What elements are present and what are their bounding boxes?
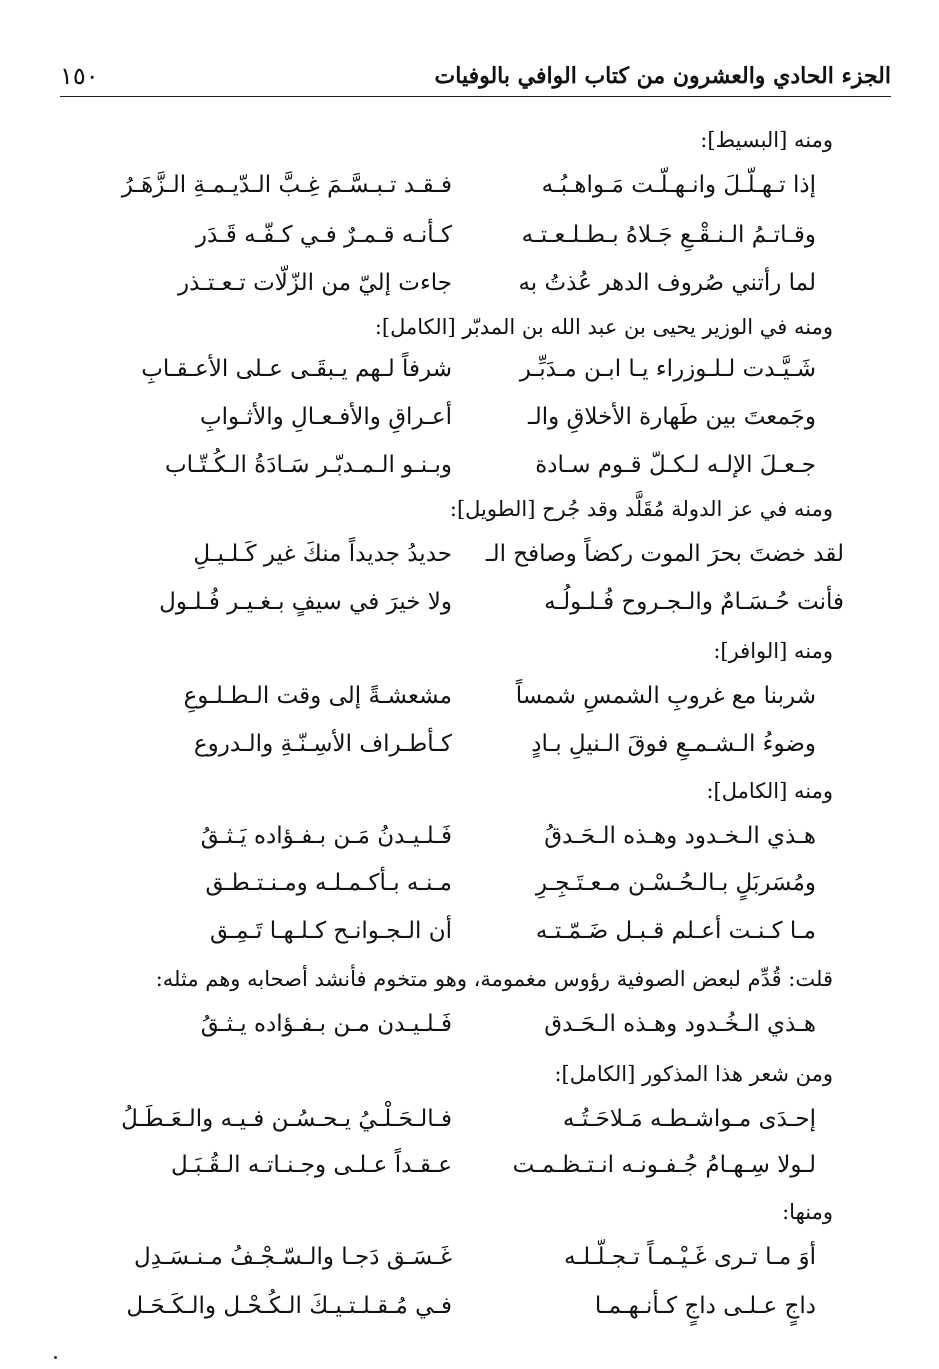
verse-first-hemistich: إحـدَى مـواشـطـه مَـلاحَـتُـه [562, 1106, 816, 1132]
verse-second-hemistich: حديدُ جديداً منكَ غير كَـلـيـلِ [193, 541, 452, 567]
verse-second-hemistich: فـقـد تـبـسَّـمَ غِـبَّ الـدّيـمـةِ الـزَّهَـرُ [121, 172, 452, 198]
verse-first-hemistich: إذا تـهـلّـلَ وانـهـلّـت مَـواهـبُـه [541, 172, 816, 198]
poem-verse [0, 222, 939, 266]
verse-first-hemistich: هـذي الـخـدود وهـذه الـحَـدقُ [544, 823, 816, 849]
poem-verse [0, 731, 939, 775]
verse-first-hemistich: أوَ مـا تـرى غَـيْـمـاً تـجـلّـلـه [564, 1244, 816, 1270]
verse-second-hemistich: أعـراقِ والأفـعـالِ والأثـوابِ [200, 404, 452, 430]
section-intro: ومنها: [782, 1200, 833, 1224]
verse-second-hemistich: كـأنـه قـمـرٌ فـي كـفّـه قَـدَر [195, 222, 452, 248]
verse-first-hemistich: فأنت حُـسَـامٌ والـجـروح فُـلـولُـه [544, 589, 844, 615]
verse-first-hemistich: لما رأتني صُروف الدهر عُذتُ به [518, 270, 816, 296]
verse-second-hemistich: كـأطـراف الأسِـنّـةِ والـدروع [193, 731, 452, 757]
poem-verse [0, 589, 939, 633]
verse-first-hemistich: مـا كـنـت أعـلم قـبـل ضَـمّـتـه [535, 918, 816, 944]
poem-verse [0, 1152, 939, 1196]
poem-verse [0, 356, 939, 400]
verse-second-hemistich: جاءت إليّ من الزّلّات تـعـتـذر [177, 270, 452, 296]
section-intro: ومنه في الوزير يحيى بن عبد الله بن المدبّر [الكامل]: [374, 315, 833, 339]
running-title: الجزء الحادي والعشرون من كتاب الوافي بالوفيات [434, 63, 891, 89]
poem-verse [0, 404, 939, 448]
section-intro: ومنه [الوافر]: [713, 639, 833, 663]
verse-second-hemistich: فـي مُـقـلـتـيـكَ الـكُـحْـل والـكَـحَـل [126, 1293, 452, 1319]
poem-verse [0, 172, 939, 216]
section-intro: ومنه [البسيط]: [700, 128, 833, 152]
section-intro: ومن شعر هذا المذكور [الكامل]: [554, 1062, 833, 1086]
section-intro: ومنه [الكامل]: [706, 779, 833, 803]
poem-verse [0, 823, 939, 867]
verse-first-hemistich: جـعـلَ الإلـه لـكـلّ قـوم سـادة [535, 452, 816, 478]
verse-second-hemistich: فَـلـيـدنُ مَـن بـفـؤاده يَـثـقُ [200, 823, 452, 849]
verse-second-hemistich: وبـنـو الـمـدبّـر سَـادَةُ الـكُـتّـاب [164, 452, 452, 478]
verse-first-hemistich: داجٍ عـلـى داجٍ كـأنـهـمـا [594, 1293, 816, 1319]
poem-verse [0, 452, 939, 496]
verse-second-hemistich: فَـلـيـدن مـن بـفـؤاده يـثـقُ [200, 1011, 452, 1037]
section-intro: قلت: قُدِّم لبعض الصوفية رؤوس مغمومة، وهو متخوم فأنشد أصحابه وهم مثله: [155, 967, 833, 991]
verse-first-hemistich: ومُسَربَلٍ بـالـحُـسْـن مـعـتَـجِـرِ [535, 870, 816, 896]
poem-verse [0, 870, 939, 914]
verse-first-hemistich: وقـاتـمُ الـنـقْـعِ جَـلاهُ بـطـلـعـتـه [521, 222, 816, 248]
verse-second-hemistich: مشعشـةً إلى وقت الـطـلـوعِ [183, 683, 452, 709]
verse-first-hemistich: شربنا مع غروبِ الشمسِ شمساً [515, 683, 816, 709]
page-number: ١٥٠ [60, 62, 99, 90]
poem-verse [0, 1244, 939, 1288]
verse-first-hemistich: شَـيَّـدت لـلـوزراء يـا ابـن مـدَبِّـر [519, 356, 816, 382]
poem-verse [0, 1106, 939, 1150]
scan-speck [54, 1356, 57, 1359]
poem-verse [0, 1011, 939, 1055]
verse-second-hemistich: أن الـجـوانـح كـلـهـا تَـمِـق [210, 918, 452, 944]
poem-verse [0, 918, 939, 962]
poem-verse [0, 683, 939, 727]
verse-second-hemistich: مـنـه بـأكـمـلـه ومـنـتـطـق [205, 870, 452, 896]
verse-first-hemistich: لقد خضتَ بحرَ الموت ركضاً وصافح الـ [485, 541, 844, 567]
verse-first-hemistich: وضوءُ الـشـمـعِ فوقَ الـنيلِ بـادٍ [531, 731, 816, 757]
verse-second-hemistich: غَـسَـق دَجـا والـسّـجْـفُ مـنـسَـدِل [133, 1244, 452, 1270]
section-intro: ومنه في عز الدولة مُقَلَّد وقد جُرح [الطويل]: [449, 497, 833, 521]
verse-second-hemistich: ولا خيرَ في سيفٍ بـغـيـر فُـلـول [159, 589, 452, 615]
poem-verse [0, 270, 939, 314]
verse-first-hemistich: وجَمعتَ بين طَهارة الأخلاقِ والـ [527, 404, 816, 430]
poem-verse [0, 1293, 939, 1337]
verse-second-hemistich: شرفاً لـهم يـبقَـى عـلى الأعـقـابِ [141, 356, 452, 382]
verse-first-hemistich: هـذي الـخُـدود وهـذه الـحَـدق [544, 1011, 816, 1037]
verse-second-hemistich: عـقـداً عـلـى وجـنـاتـه الـقُـبَـل [170, 1152, 452, 1178]
poem-verse [0, 541, 939, 585]
verse-first-hemistich: لـولا سِـهـامُ جُـفـونـه انـتـظـمـت [512, 1152, 816, 1178]
verse-second-hemistich: فـالـحَـلْـيُ يـحـسُـن فـيـه والـعَـطَـلُ [121, 1106, 452, 1132]
